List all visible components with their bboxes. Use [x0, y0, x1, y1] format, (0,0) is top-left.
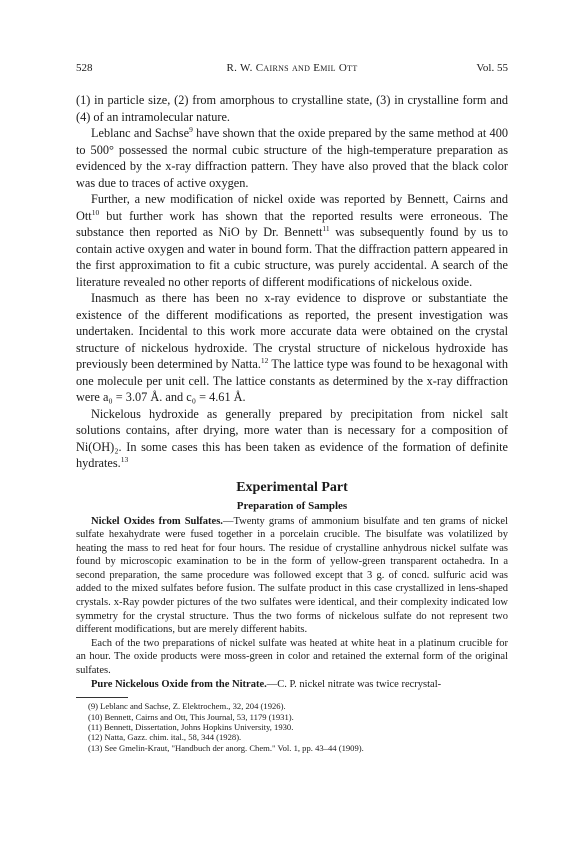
page-number: 528: [76, 62, 93, 74]
running-header: [76, 62, 508, 78]
footnote-11: (11) Bennett, Dissertation, Johns Hopkins University, 1930.: [88, 722, 294, 733]
footnote-ref-13: 13: [120, 454, 129, 464]
article-body: [76, 92, 508, 753]
section-title: Experimental Part: [236, 479, 348, 495]
footnote-ref-10: 10: [91, 207, 100, 217]
paragraph-1: (1) in particle size, (2) from amorphous to crystalline state, (3) in crystalline form and (4) of an intramolecular nature.: [76, 93, 508, 124]
paragraph-heating: Each of the two preparations of nickel sulfate was heated at white heat in a platinum crucible for an hour. The oxide products were moss-green in color and retained the external form of the original sulfates.: [76, 637, 508, 677]
footnote-divider: [76, 697, 128, 698]
footnote-13: (13) See Gmelin-Kraut, "Handbuch der anorg. Chem." Vol. 1, pp. 43–44 (1909).: [88, 742, 364, 753]
footnote-12: (12) Natta, Gazz. chim. ital., 58, 344 (1928).: [88, 732, 242, 743]
footnote-ref-11: 11: [322, 223, 330, 233]
volume-label: Vol. 55: [476, 62, 508, 74]
paragraph-3: Further, a new modification of nickel oxide was reported by Bennett, Cairns and Ott$^{10}$ but further work has shown that the reported results were erroneous. The substance then reported as NiO by Dr. Bennett$^{11}$ was subsequently found by us to contain active oxygen and water in bound form. That the diffraction pattern appeared in the first approximation to fit a cubic structure, was purely accidental. A search of the literature revealed no other reports of different modifications of nickelous oxide.: [76, 192, 508, 289]
footnote-9: (9) Leblanc and Sachse, Z. Elektrochem., 32, 204 (1926).: [88, 701, 286, 712]
subsection-heading-nitrate: Pure Nickelous Oxide from the Nitrate.: [91, 678, 267, 690]
section-subtitle: Preparation of Samples: [236, 499, 348, 512]
running-title: R. W. Cairns and Emil Ott: [226, 62, 358, 74]
footnote-ref-12: 12: [260, 355, 269, 365]
paragraph-2: Leblanc and Sachse$^9$ have shown that the oxide prepared by the same method at 400 to 500° possessed the normal cubic structure of the high-temperature preparation as evidenced by the x-ray diffraction pattern. They have also proved that the black color was due to traces of active oxygen.: [76, 124, 509, 190]
subsection-heading-sulfates: Nickel Oxides from Sulfates.: [91, 515, 223, 527]
footnotes: [76, 701, 508, 753]
footnote-ref-9: 9: [189, 124, 193, 134]
paragraph-4: Inasmuch as there has been no x-ray evidence to disprove or substantiate the existence of the different modifications as reported, the present investigation was undertaken. Incidental to this work more accurate data were obtained on the crystal structure of nickelous hydroxide. The crystal structure of nickelous hydroxide has previously been determined by Natta.$^{12}$ The lattice type was found to be hexagonal with one molecule per unit cell. The lattice constants as determined by the x-ray diffraction were a₀ = 3.07 Å. and c₀ = 4.61 Å.: [76, 291, 508, 404]
footnote-10: (10) Bennett, Cairns and Ott, This Journal, 53, 1179 (1931).: [88, 711, 294, 722]
subsection-sulfates: Nickel Oxides from Sulfates.—Twenty grams of ammonium bisulfate and ten grams of nickel sulfate hexahydrate were fused together in a porcelain crucible. The bisulfate was volatilized by heating the mass to red heat for four hours. The residue of crystalline anhydrous nickel sulfate was found by microscopic examination to be in the form of yellow-green transparent octahedra. In a second preparation, the same procedure was followed except that 3 g. of concd. sulfuric acid was added to the mixed sulfates before fusion. The sulfate product in this case crystallized in lens-shaped crystals. x-Ray powder pictures of the two sulfates were identical, and their complexity indicated low symmetry for the crystal structure. Thus the two forms of nickelous sulfate do not represent two different modifications, but are merely different habits.: [76, 515, 508, 636]
paragraph-5: Nickelous hydroxide as generally prepared by precipitation from nickel salt solutions contains, after drying, more water than is necessary for a composition of Ni(OH)₂. In some cases this has been taken as evidence of the formation of definite hydrates.$^{13}$: [76, 406, 508, 470]
subsection-nitrate: Pure Nickelous Oxide from the Nitrate.—C. P. nickel nitrate was twice recrystal-: [91, 678, 442, 690]
